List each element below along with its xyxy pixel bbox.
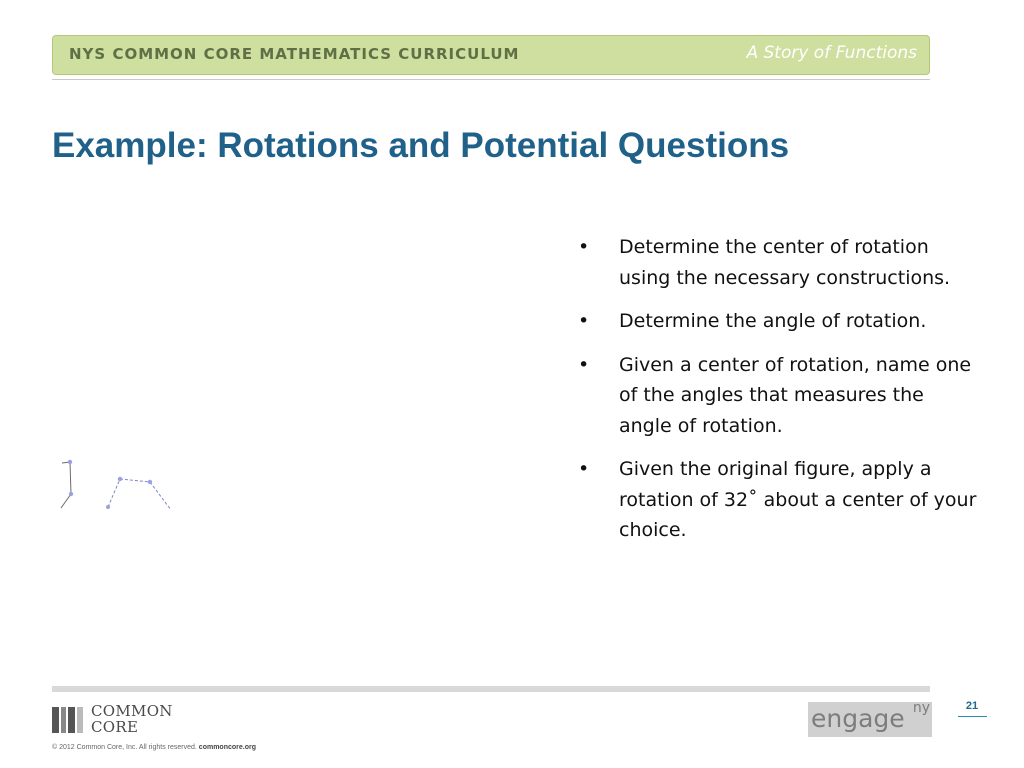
bullet-text: Determine the angle of rotation. bbox=[619, 310, 927, 332]
common-core-wordmark bbox=[91, 703, 173, 735]
point bbox=[118, 477, 122, 481]
original-segment-bottom bbox=[61, 494, 71, 508]
curriculum-label: NYS COMMON CORE MATHEMATICS CURRICULUM bbox=[69, 45, 520, 63]
copyright-link[interactable]: commoncore.org bbox=[198, 744, 256, 751]
copyright-text: © 2012 Common Core, Inc. All rights reserved. bbox=[52, 744, 197, 751]
header-divider bbox=[52, 79, 930, 80]
point bbox=[69, 492, 73, 496]
logo-line-2: CORE bbox=[91, 718, 139, 736]
common-core-logo bbox=[52, 702, 192, 736]
bullet-text: Given the original figure, apply a rotation of 32˚ about a center of your choice. bbox=[619, 458, 977, 541]
list-item bbox=[578, 306, 978, 337]
bullet-marker: • bbox=[578, 310, 590, 332]
list-item bbox=[578, 232, 978, 293]
image-segment-top bbox=[120, 479, 150, 482]
question-list bbox=[578, 232, 978, 546]
list-item bbox=[578, 350, 978, 442]
engage-wordmark: engage bbox=[811, 704, 905, 733]
header-bar bbox=[52, 35, 930, 75]
logo-line-1: COMMON bbox=[91, 702, 173, 720]
list-item bbox=[578, 454, 978, 546]
image-segment-right bbox=[150, 482, 171, 510]
point bbox=[148, 480, 152, 484]
bullet-marker: • bbox=[578, 353, 590, 376]
point bbox=[68, 460, 72, 464]
original-figure bbox=[61, 462, 71, 508]
bullet-text: Determine the center of rotation using the necessary constructions. bbox=[619, 236, 951, 289]
series-label: A Story of Functions bbox=[746, 43, 917, 63]
common-core-bars-icon bbox=[52, 707, 84, 733]
original-segment-vertical bbox=[70, 462, 71, 494]
slide-title: Example: Rotations and Potential Questions bbox=[52, 126, 790, 165]
page-number: 21 bbox=[965, 700, 979, 712]
bullet-marker: • bbox=[578, 458, 590, 480]
image-segment-left bbox=[108, 479, 120, 507]
bullet-marker: • bbox=[578, 236, 590, 258]
rotation-figure bbox=[50, 455, 190, 525]
bullet-text: Given a center of rotation, name one of the angles that measures the angle of rotation. bbox=[619, 353, 972, 437]
footer-divider bbox=[52, 686, 930, 692]
point bbox=[106, 505, 110, 509]
image-figure bbox=[108, 479, 171, 510]
engage-ny-superscript: ny bbox=[912, 700, 930, 716]
copyright-notice bbox=[52, 744, 256, 751]
page-number-underline bbox=[958, 716, 987, 717]
engage-ny-logo bbox=[808, 702, 932, 737]
